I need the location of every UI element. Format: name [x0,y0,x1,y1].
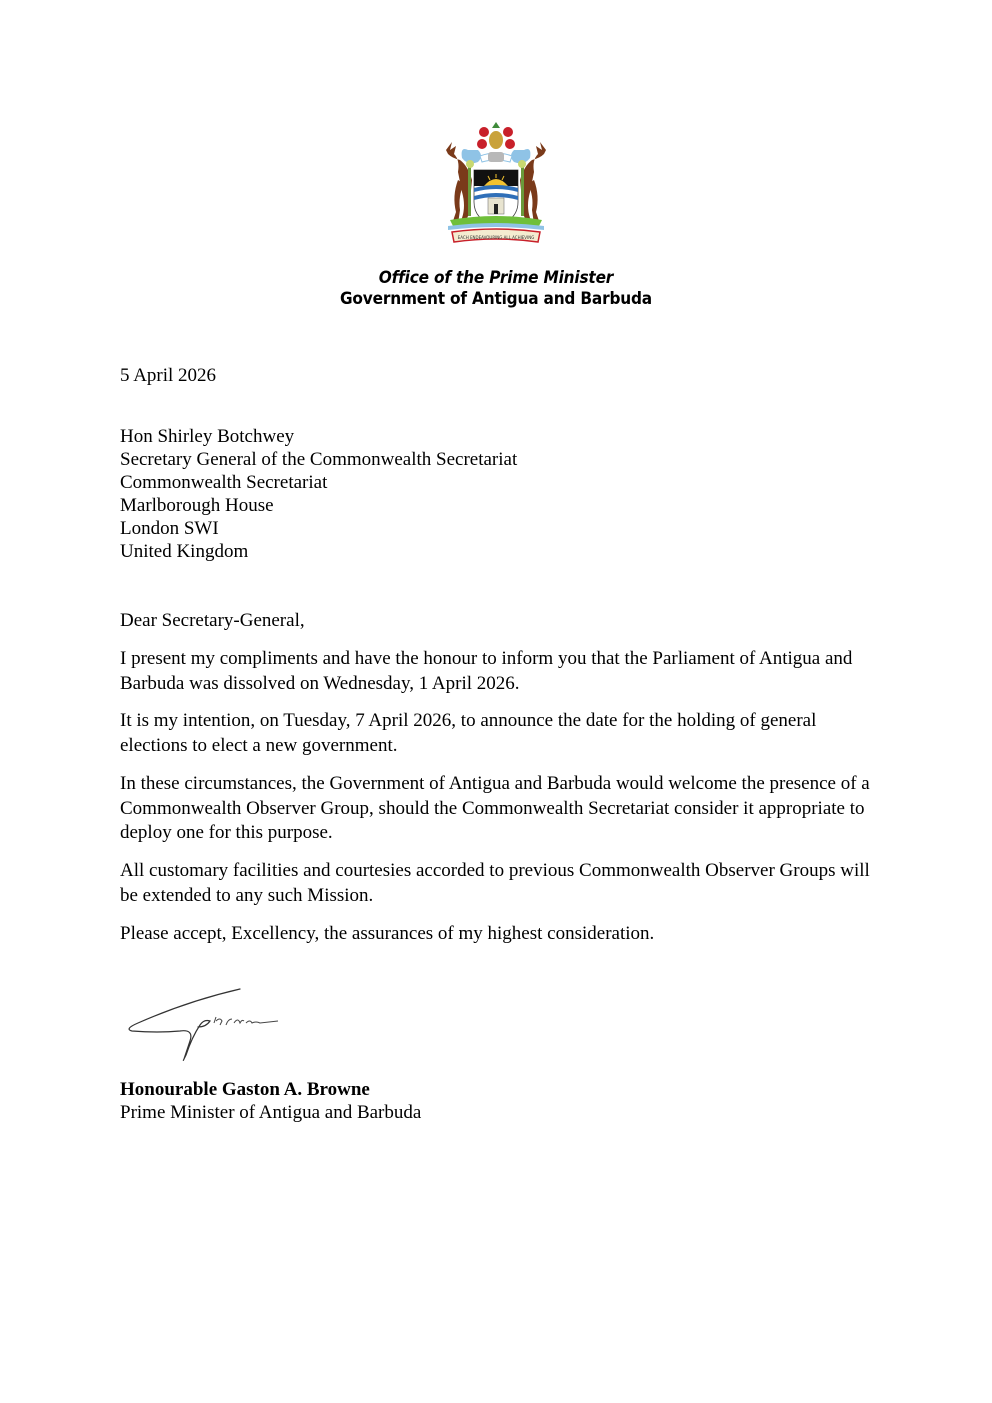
paragraph-dissolution: I present my compliments and have the honour to inform you that the Parliament of Antigua and Barbuda was dissolved on Wednesday, 1 April 2026. [120,648,853,694]
signatory-name: Honourable Gaston A. Browne [120,1079,370,1100]
paragraph-closing: Please accept, Excellency, the assurances of my highest consideration. [120,923,655,944]
paragraph-facilities: All customary facilities and courtesies accorded to previous Commonwealth Observer Groups will be extended to any such Mission. [120,860,870,906]
handwritten-signature-icon [118,985,318,1065]
recipient-building: Marlborough House [120,495,274,516]
recipient-position: Secretary General of the Commonwealth Secretariat [120,449,518,470]
recipient-city: London SWI [120,518,219,539]
recipient-name: Hon Shirley Botchwey [120,426,295,447]
paragraph-announcement: It is my intention, on Tuesday, 7 April 2026, to announce the date for the holding of general elections to elect a new government. [120,710,817,756]
salutation: Dear Secretary-General, [120,610,305,631]
government-title: Government of Antigua and Barbuda [340,289,652,308]
paragraph-observer-request: In these circumstances, the Government of Antigua and Barbuda would welcome the presence of a Commonwealth Observer Group, should the Commonwealth Secretariat consider it appropriate to deploy one for this purpose. [120,773,870,843]
letter-date: 5 April 2026 [120,365,217,386]
svg-text:EACH ENDEAVOURING ALL ACHIEVIN: EACH ENDEAVOURING ALL ACHIEVING [457,235,535,240]
recipient-country: United Kingdom [120,541,249,562]
coat-of-arms-icon [438,120,554,246]
recipient-address [120,425,517,563]
recipient-organization: Commonwealth Secretariat [120,472,328,493]
signatory-title: Prime Minister of Antigua and Barbuda [120,1102,422,1123]
office-title: Office of the Prime Minister [378,268,614,287]
